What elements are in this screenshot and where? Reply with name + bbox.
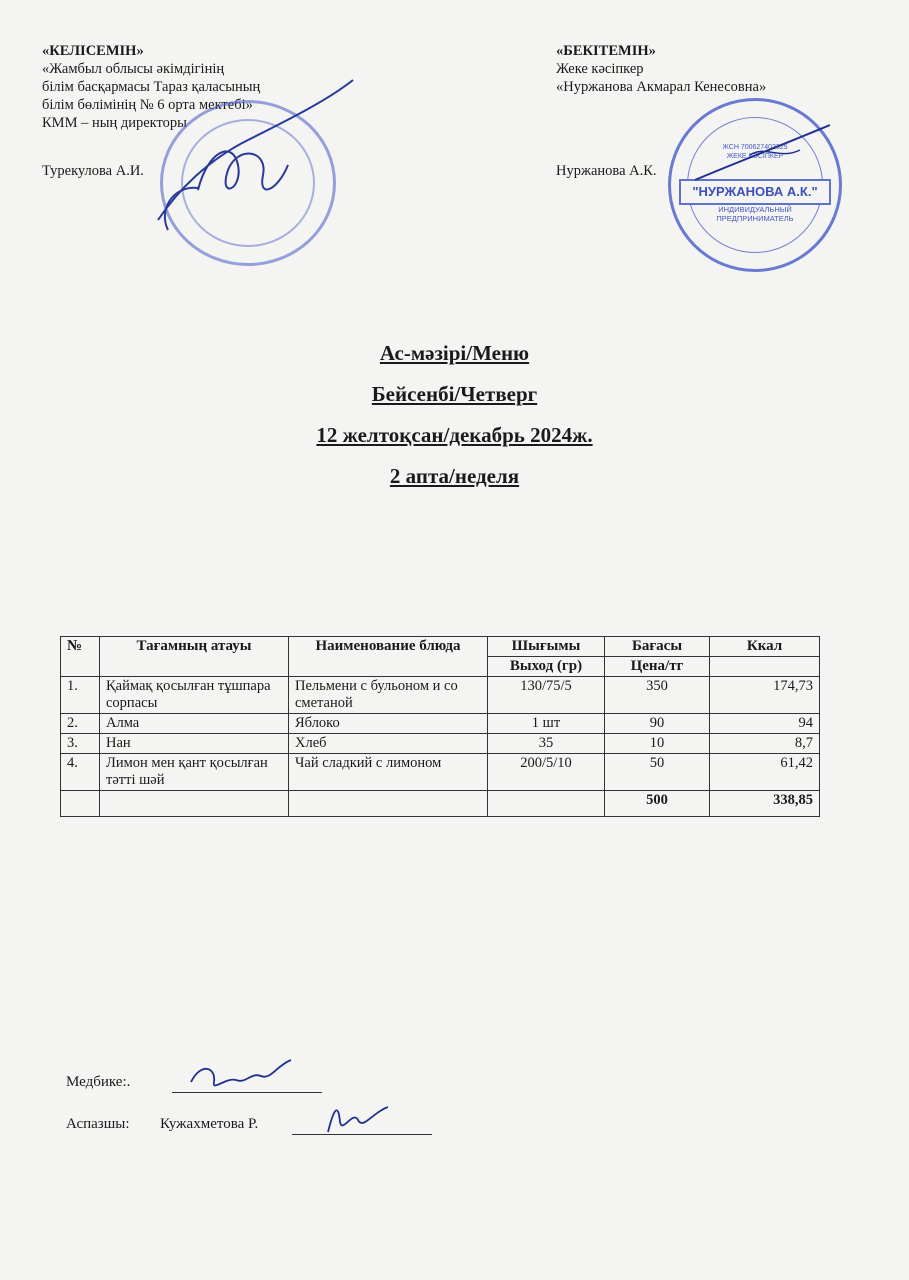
menu-weekday: Бейсенбі/Четверг [371, 382, 538, 406]
left-approval-line: КММ – ның директоры [42, 115, 187, 131]
seal-iin-text: ЖСН 700627402325 [722, 144, 788, 151]
menu-date: 12 желтоқсан/декабрь 2024ж. [316, 423, 593, 447]
cell-no: 3. [61, 734, 100, 754]
header-name-kz: Тағамның атауы [100, 637, 289, 677]
cell-no: 1. [61, 677, 100, 714]
left-approval-line: білім бөлімінің № 6 орта мектебі» [42, 97, 253, 113]
left-approval-name: Турекулова А.И. [42, 163, 144, 179]
left-approval-line: білім басқармасы Тараз қаласының [42, 79, 261, 95]
header-output-kz: Шығымы [488, 637, 605, 657]
cell-name-ru: Хлеб [289, 734, 488, 754]
cell-name-ru: Яблоко [289, 714, 488, 734]
seal-sub-line: ПРЕДПРИНИМАТЕЛЬ [716, 214, 794, 223]
cell-price: 90 [605, 714, 710, 734]
menu-titles [0, 340, 909, 504]
entrepreneur-signature [690, 120, 840, 190]
cell-empty [488, 791, 605, 817]
total-kcal: 338,85 [710, 791, 820, 817]
seal-name-box: "НУРЖАНОВА А.К." [679, 179, 831, 205]
table-row [61, 754, 820, 791]
menu-title: Ас-мәзірі/Меню [379, 341, 530, 365]
cell-name-ru: Чай сладкий с лимоном [289, 754, 488, 791]
left-approval-heading: «КЕЛІСЕМІН» [42, 43, 144, 59]
cell-output: 1 шт [488, 714, 605, 734]
menu-table [60, 636, 820, 817]
cell-name-kz: Нан [100, 734, 289, 754]
seal-type-text: ЖЕКЕ КӘСІПКЕР [726, 153, 784, 160]
header-output-ru: Выход (гр) [488, 657, 605, 677]
header-no: № [61, 637, 100, 677]
seal-sub-text [671, 205, 839, 223]
table-row [61, 734, 820, 754]
header-kcal: Ккал [710, 637, 820, 657]
cell-kcal: 8,7 [710, 734, 820, 754]
table-row [61, 714, 820, 734]
header-price-ru: Цена/тг [605, 657, 710, 677]
cell-kcal: 94 [710, 714, 820, 734]
cell-no: 4. [61, 754, 100, 791]
right-approval-line: «Нуржанова Акмарал Кенесовна» [556, 79, 767, 95]
cell-price: 350 [605, 677, 710, 714]
right-approval-heading: «БЕКІТЕМІН» [556, 43, 656, 59]
director-signature [138, 70, 368, 240]
cell-output: 35 [488, 734, 605, 754]
table-header-row [61, 637, 820, 657]
cell-kcal: 174,73 [710, 677, 820, 714]
cook-name: Кужахметова Р. [160, 1116, 259, 1132]
cell-name-kz: Қаймақ қосылған тұшпара сорпасы [100, 677, 289, 714]
cell-name-kz: Лимон мен қант қосылған тәтті шәй [100, 754, 289, 791]
nurse-label: Медбике:. [66, 1074, 131, 1090]
cook-label: Аспазшы: [66, 1116, 130, 1132]
cell-name-ru: Пельмени с бульоном и со сметаной [289, 677, 488, 714]
header-kcal-empty [710, 657, 820, 677]
cell-output: 200/5/10 [488, 754, 605, 791]
header-price-kz: Бағасы [605, 637, 710, 657]
right-approval-name: Нуржанова А.К. [556, 163, 657, 179]
total-price: 500 [605, 791, 710, 817]
table-total-row [61, 791, 820, 817]
cell-price: 50 [605, 754, 710, 791]
cell-name-kz: Алма [100, 714, 289, 734]
cell-output: 130/75/5 [488, 677, 605, 714]
cell-empty [61, 791, 100, 817]
seal-sub-line: ИНДИВИДУАЛЬНЫЙ [718, 205, 792, 214]
cell-empty [100, 791, 289, 817]
cell-empty [289, 791, 488, 817]
cell-kcal: 61,42 [710, 754, 820, 791]
cook-signature [318, 1092, 398, 1138]
right-approval-line: Жеке кәсіпкер [556, 61, 644, 77]
header-name-ru: Наименование блюда [289, 637, 488, 677]
menu-week: 2 апта/неделя [389, 464, 520, 488]
nurse-signature [186, 1052, 296, 1096]
left-approval-line: «Жамбыл облысы әкімдігінің [42, 61, 225, 77]
table-row [61, 677, 820, 714]
cell-no: 2. [61, 714, 100, 734]
cell-price: 10 [605, 734, 710, 754]
